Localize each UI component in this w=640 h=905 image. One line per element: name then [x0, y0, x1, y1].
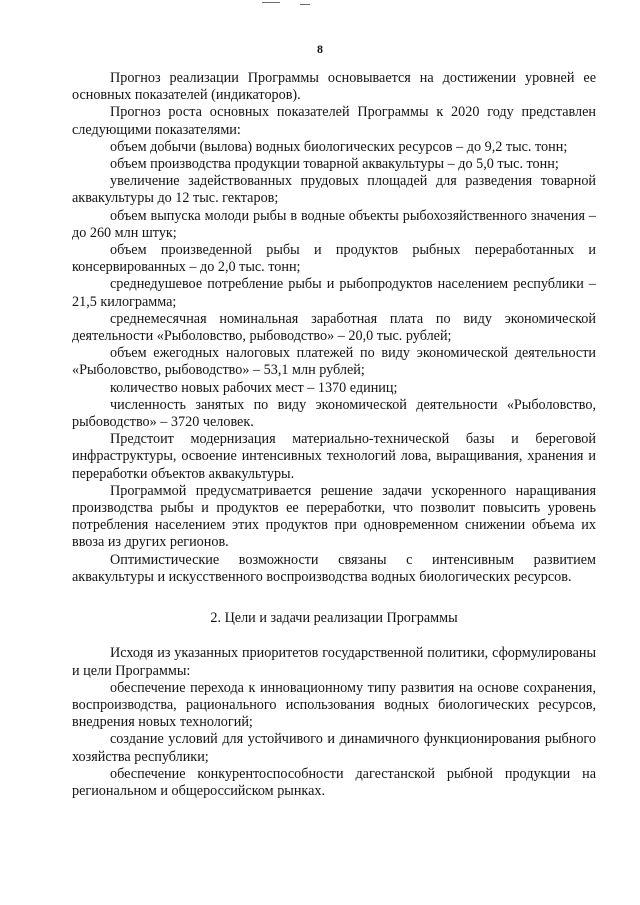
- indicator-item: объем ежегодных налоговых платежей по виду экономической деятельности «Рыболовство, рыбоводство» – 53,1 млн рублей;: [72, 345, 596, 379]
- indicator-item: среднедушевое потребление рыбы и рыбопродуктов населением республики – 21,5 килограмма;: [72, 276, 596, 310]
- document-body: [72, 70, 596, 800]
- indicator-item: объем выпуска молоди рыбы в водные объекты рыбохозяйственного значения – до 260 млн штук;: [72, 207, 596, 241]
- page-number: 8: [317, 42, 323, 56]
- indicator-item: увеличение задействованных прудовых площадей для разведения товарной аквакультуры до 12 тыс. гектаров;: [72, 173, 596, 207]
- indicator-item: объем производства продукции товарной аквакультуры – до 5,0 тыс. тонн;: [110, 156, 559, 173]
- goal-item: обеспечение конкурентоспособности дагестанской рыбной продукции на региональном и общероссийском рынках.: [72, 765, 596, 799]
- paragraph: Программой предусматривается решение задачи ускоренного наращивания производства рыбы и продуктов ее переработки, что позволит повысить уровень потребления населением этих продуктов при одновременном снижении объема их ввоза из других регионов.: [72, 482, 596, 551]
- indicator-item: объем произведенной рыбы и продуктов рыбных переработанных и консервированных – до 2,0 тыс. тонн;: [72, 242, 596, 276]
- paragraph: Исходя из указанных приоритетов государственной политики, сформулированы и цели Программы:: [72, 645, 596, 679]
- goal-item: создание условий для устойчивого и динамичного функционирования рыбного хозяйства республики;: [72, 731, 596, 765]
- paragraph: Прогноз роста основных показателей Программы к 2020 году представлен следующими показателями:: [72, 104, 596, 138]
- scan-artifact-mark: [262, 2, 280, 3]
- indicator-item: численность занятых по виду экономической деятельности «Рыболовство, рыбоводство» – 3720 человек.: [72, 396, 596, 431]
- goal-item: обеспечение перехода к инновационному типу развития на основе сохранения, воспроизводства, рационального использования водных биологических ресурсов, внедрения новых технологий;: [72, 679, 596, 731]
- indicator-item: количество новых рабочих мест – 1370 единиц;: [110, 379, 398, 396]
- paragraph: Оптимистические возможности связаны с интенсивным развитием аквакультуры и искусственного воспроизводства водных биологических ресурсов.: [72, 551, 596, 585]
- section-heading: 2. Цели и задачи реализации Программы: [210, 610, 458, 627]
- paragraph: Прогноз реализации Программы основывается на достижении уровней ее основных показателей (индикаторов).: [72, 70, 596, 104]
- paragraph: Предстоит модернизация материально-технической базы и береговой инфраструктуры, освоение интенсивных технологий лова, выращивания, хранения и переработки объектов аквакультуры.: [72, 431, 596, 482]
- scan-artifact-mark: [300, 4, 310, 5]
- indicator-item: среднемесячная номинальная заработная плата по виду экономической деятельности «Рыболовство, рыбоводство» – 20,0 тыс. рублей;: [72, 310, 596, 345]
- indicator-item: объем добычи (вылова) водных биологических ресурсов – до 9,2 тыс. тонн;: [110, 138, 568, 155]
